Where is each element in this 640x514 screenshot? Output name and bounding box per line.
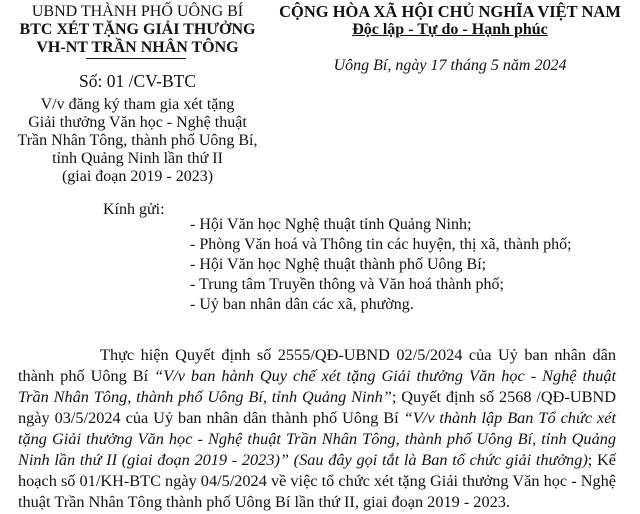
subject-line: Trần Nhân Tông, thành phố Uông Bí, [17,132,258,149]
org-name: UBND THÀNH PHỐ UÔNG BÍ [31,3,244,20]
body-text: ; Kế hoạch số 01/KH-BTC ngày 04/5/2024 về việc tổ chức xét tặng Giải thưởng Văn học - Nghệ thuật Trần Nhân Tông thành phố Uông Bí lần thứ II, giai đoạn 2019 - 2023. [18,450,616,512]
subject-line: V/v đăng ký tham gia xét tặng [40,96,235,113]
recipient-item: - Hội Văn học Nghệ thuật thành phố Uông Bí; [190,256,487,273]
recipient-item: - Trung tâm Truyền thông và Văn hoá thành phố; [190,276,504,293]
body-paragraph [18,344,616,512]
committee-name-2: VH-NT TRẦN NHÂN TÔNG [36,39,239,56]
document-number: Số: 01 /CV-BTC [78,71,197,91]
body-quote: “V/v ban hành Quy chế xét tặng Giải thưởng Văn học - Nghệ thuật Trần Nhân Tông, thành phố Uông Bí, tỉnh Quảng Ninh” [18,366,617,407]
recipients-label: Kính gửi: [103,201,165,218]
recipient-item: - Hội Văn học Nghệ thuật tỉnh Quảng Ninh; [190,216,472,233]
subject-line: tỉnh Quảng Ninh lần thứ II [52,150,223,167]
body-quote: “V/v thành lập Ban Tổ chức xét tặng Giải thưởng Văn học - Nghệ thuật Trần Nhân Tông, thành phố Uông Bí, tỉnh Quảng Ninh lần thứ II (giai đoạn 2019 - 2023)” (Sau đây gọi tắt là Ban tổ chức giải thưởng) [18,408,617,470]
subject-line: Giải thưởng Văn học - Nghệ thuật [28,114,247,131]
header-underline [86,58,186,59]
motto: Độc lập - Tự do - Hạnh phúc [352,21,548,38]
body-text: ; Quyết định số 2568 /QĐ-UBND ngày 03/5/2024 của Uỷ ban nhân dân thành phố Uông Bí [18,387,616,428]
place-date: Uông Bí, ngày 17 tháng 5 năm 2024 [333,57,567,74]
committee-name: BTC XÉT TẶNG GIẢI THƯỞNG [19,21,256,38]
subject-line: (giai đoạn 2019 - 2023) [61,168,214,185]
recipient-item: - Uỷ ban nhân dân các xã, phường. [190,296,414,313]
recipient-item: - Phòng Văn hoá và Thông tin các huyện, thị xã, thành phố; [190,236,572,253]
body-text: Thực hiện Quyết định số 2555/QĐ-UBND 02/5/2024 của Uỷ ban nhân dân thành phố Uông Bí [18,345,616,386]
nation-title: CỘNG HÒA XÃ HỘI CHỦ NGHĨA VIỆT NAM [279,2,621,21]
